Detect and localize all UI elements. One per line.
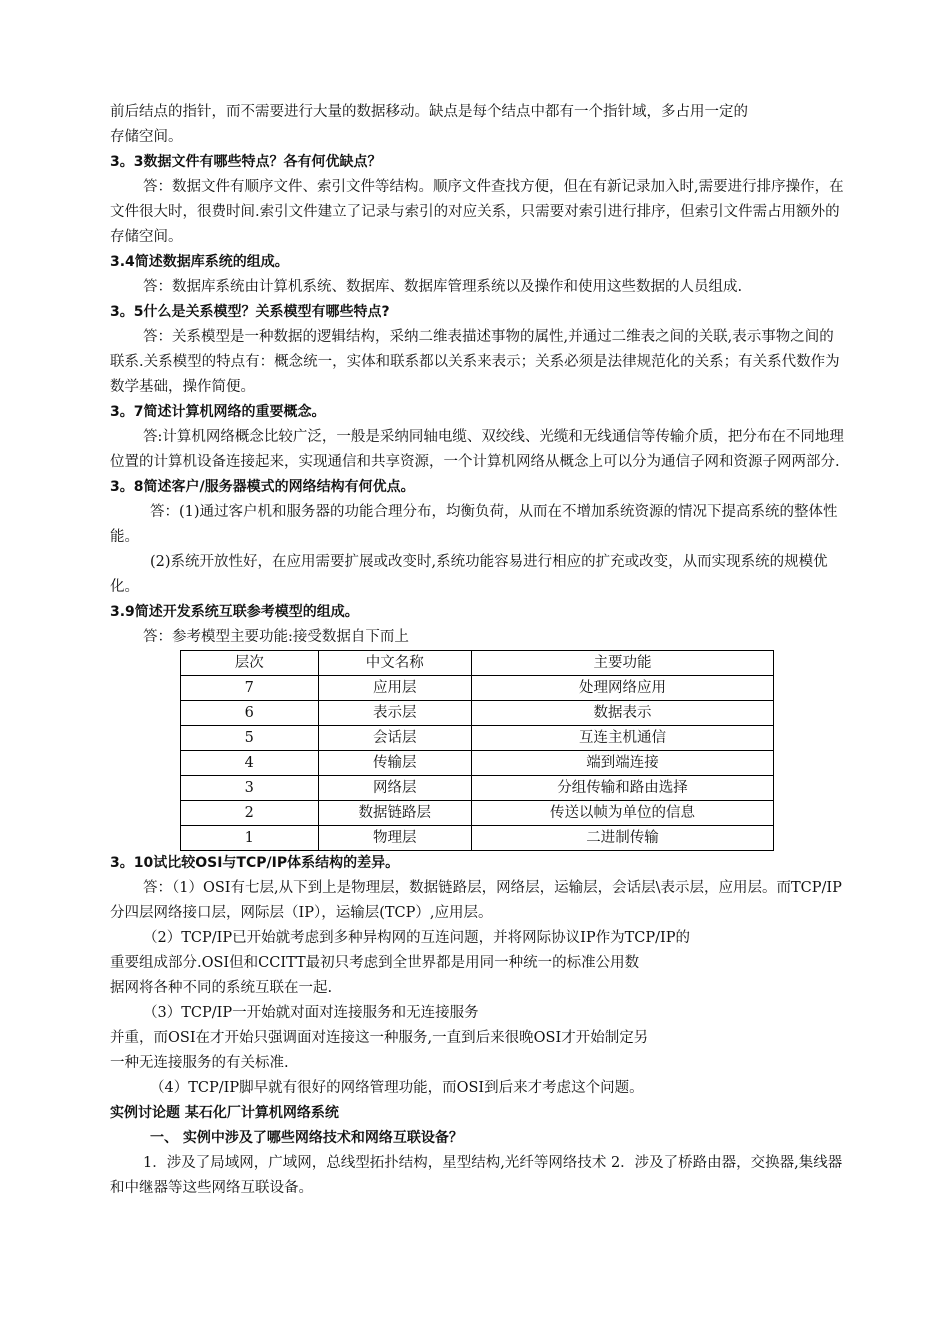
case-question-1: 一、 实例中涉及了哪些网络技术和网络互联设备？ (150, 1130, 463, 1146)
intro-line-1: 前后结点的指针，而不需要进行大量的数据移动。缺点是每个结点中都有一个指针域，多占用一定的 (110, 104, 748, 120)
case-answer-1: 1．涉及了局域网，广域网，总线型拓扑结构，星型结构,光纤等网络技术 2．涉及了桥路由器，交换器,集线器和中继器等这些网络互联设备。 (110, 1155, 843, 1196)
question-3-8-title: 3。8简述客户/服务器模式的网络结构有何优点。 (110, 479, 415, 495)
table-cell: 表示层 (318, 701, 471, 726)
table-header-cell: 中文名称 (318, 651, 471, 676)
question-3-10-title: 3。10试比较OSI与TCP/IP体系结构的差异。 (110, 855, 400, 871)
table-cell: 数据表示 (472, 701, 774, 726)
question-3-10-answer-3-line-2: 并重，而OSI在才开始只强调面对连接这一种服务,一直到后来很晚OSI才开始制定另 (110, 1030, 649, 1046)
case-title: 实例讨论题 某石化厂计算机网络系统 (110, 1105, 339, 1121)
question-3-5-title: 3。5什么是关系模型？关系模型有哪些特点? (110, 304, 390, 320)
question-3-9-answer: 答：参考模型主要功能:接受数据自下而上 (143, 629, 409, 645)
question-3-7-answer: 答:计算机网络概念比较广泛，一般是采纳同轴电缆、双绞线、光缆和无线通信等传输介质，把分布在不同地理位置的计算机设备连接起来，实现通信和共享资源，一个计算机网络从概念上可以分为通信子网和资源子网两部分. (110, 429, 844, 470)
question-3-4-title: 3.4简述数据库系统的组成。 (110, 254, 289, 270)
question-3-3-title: 3。3数据文件有哪些特点？各有何优缺点？ (110, 154, 382, 170)
table-cell: 端到端连接 (472, 751, 774, 776)
table-cell: 传送以帧为单位的信息 (472, 801, 774, 826)
table-cell: 二进制传输 (472, 826, 774, 851)
osi-layer-table (180, 650, 774, 851)
table-cell: 物理层 (318, 826, 471, 851)
question-3-10-answer-3-line-1: （3）TCP/IP一开始就对面对连接服务和无连接服务 (143, 1005, 479, 1021)
table-cell: 3 (181, 776, 319, 801)
question-3-10-answer-3-line-3: 一种无连接服务的有关标准. (110, 1055, 289, 1071)
question-3-10-answer-1: 答：（1）OSI有七层,从下到上是物理层，数据链路层，网络层，运输层，会话层\表示层，应用层。而TCP/IP分四层网络接口层，网际层（IP），运输层(TCP）,应用层。 (110, 880, 842, 921)
question-3-10-answer-2-line-1: （2）TCP/IP已开始就考虑到多种异构网的互连问题，并将网际协议IP作为TCP/IP的 (143, 930, 690, 946)
question-3-8-answer-1: 答：(1)通过客户机和服务器的功能合理分布，均衡负荷，从而在不增加系统资源的情况下提高系统的整体性能。 (110, 504, 838, 545)
table-cell: 应用层 (318, 676, 471, 701)
question-3-4-answer: 答：数据库系统由计算机系统、数据库、数据库管理系统以及操作和使用这些数据的人员组成. (143, 279, 743, 295)
table-cell: 网络层 (318, 776, 471, 801)
question-3-9-title: 3.9简述开发系统互联参考模型的组成。 (110, 604, 359, 620)
question-3-5-answer: 答：关系模型是一种数据的逻辑结构，采纳二维表描述事物的属性,并通过二维表之间的关联,表示事物之间的联系.关系模型的特点有：概念统一，实体和联系都以关系来表示；关系必须是法律规范化的关系；有关系代数作为数学基础，操作简便。 (110, 329, 840, 395)
table-cell: 6 (181, 701, 319, 726)
table-header-row (181, 651, 774, 676)
table-cell: 2 (181, 801, 319, 826)
intro-line-2: 存储空间。 (110, 129, 183, 145)
table-cell: 5 (181, 726, 319, 751)
table-row (181, 801, 774, 826)
table-cell: 处理网络应用 (472, 676, 774, 701)
table-cell: 会话层 (318, 726, 471, 751)
table-row (181, 751, 774, 776)
table-row (181, 726, 774, 751)
table-row (181, 701, 774, 726)
table-cell: 分组传输和路由选择 (472, 776, 774, 801)
table-header-cell: 层次 (181, 651, 319, 676)
table-cell: 4 (181, 751, 319, 776)
question-3-7-title: 3。7简述计算机网络的重要概念。 (110, 404, 326, 420)
table-row (181, 826, 774, 851)
table-cell: 7 (181, 676, 319, 701)
question-3-10-answer-2-line-2: 重要组成部分.OSI但和CCITT最初只考虑到全世界都是用同一种统一的标准公用数 (110, 955, 640, 971)
table-row (181, 776, 774, 801)
table-cell: 互连主机通信 (472, 726, 774, 751)
table-cell: 传输层 (318, 751, 471, 776)
question-3-10-answer-2-line-3: 据网将各种不同的系统互联在一起. (110, 980, 333, 996)
question-3-3-answer: 答：数据文件有顺序文件、索引文件等结构。顺序文件查找方便，但在有新记录加入时,需要进行排序操作，在文件很大时，很费时间.索引文件建立了记录与索引的对应关系，只需要对索引进行排序，但索引文件需占用额外的存储空间。 (110, 179, 844, 245)
table-cell: 数据链路层 (318, 801, 471, 826)
question-3-10-answer-4: （4）TCP/IP脚早就有很好的网络管理功能，而OSI到后来才考虑这个问题。 (150, 1080, 644, 1096)
table-cell: 1 (181, 826, 319, 851)
document-page (110, 100, 845, 1201)
question-3-8-answer-2: (2)系统开放性好，在应用需要扩展或改变时,系统功能容易进行相应的扩充或改变，从而实现系统的规模优化。 (110, 554, 828, 595)
table-row (181, 676, 774, 701)
table-header-cell: 主要功能 (472, 651, 774, 676)
